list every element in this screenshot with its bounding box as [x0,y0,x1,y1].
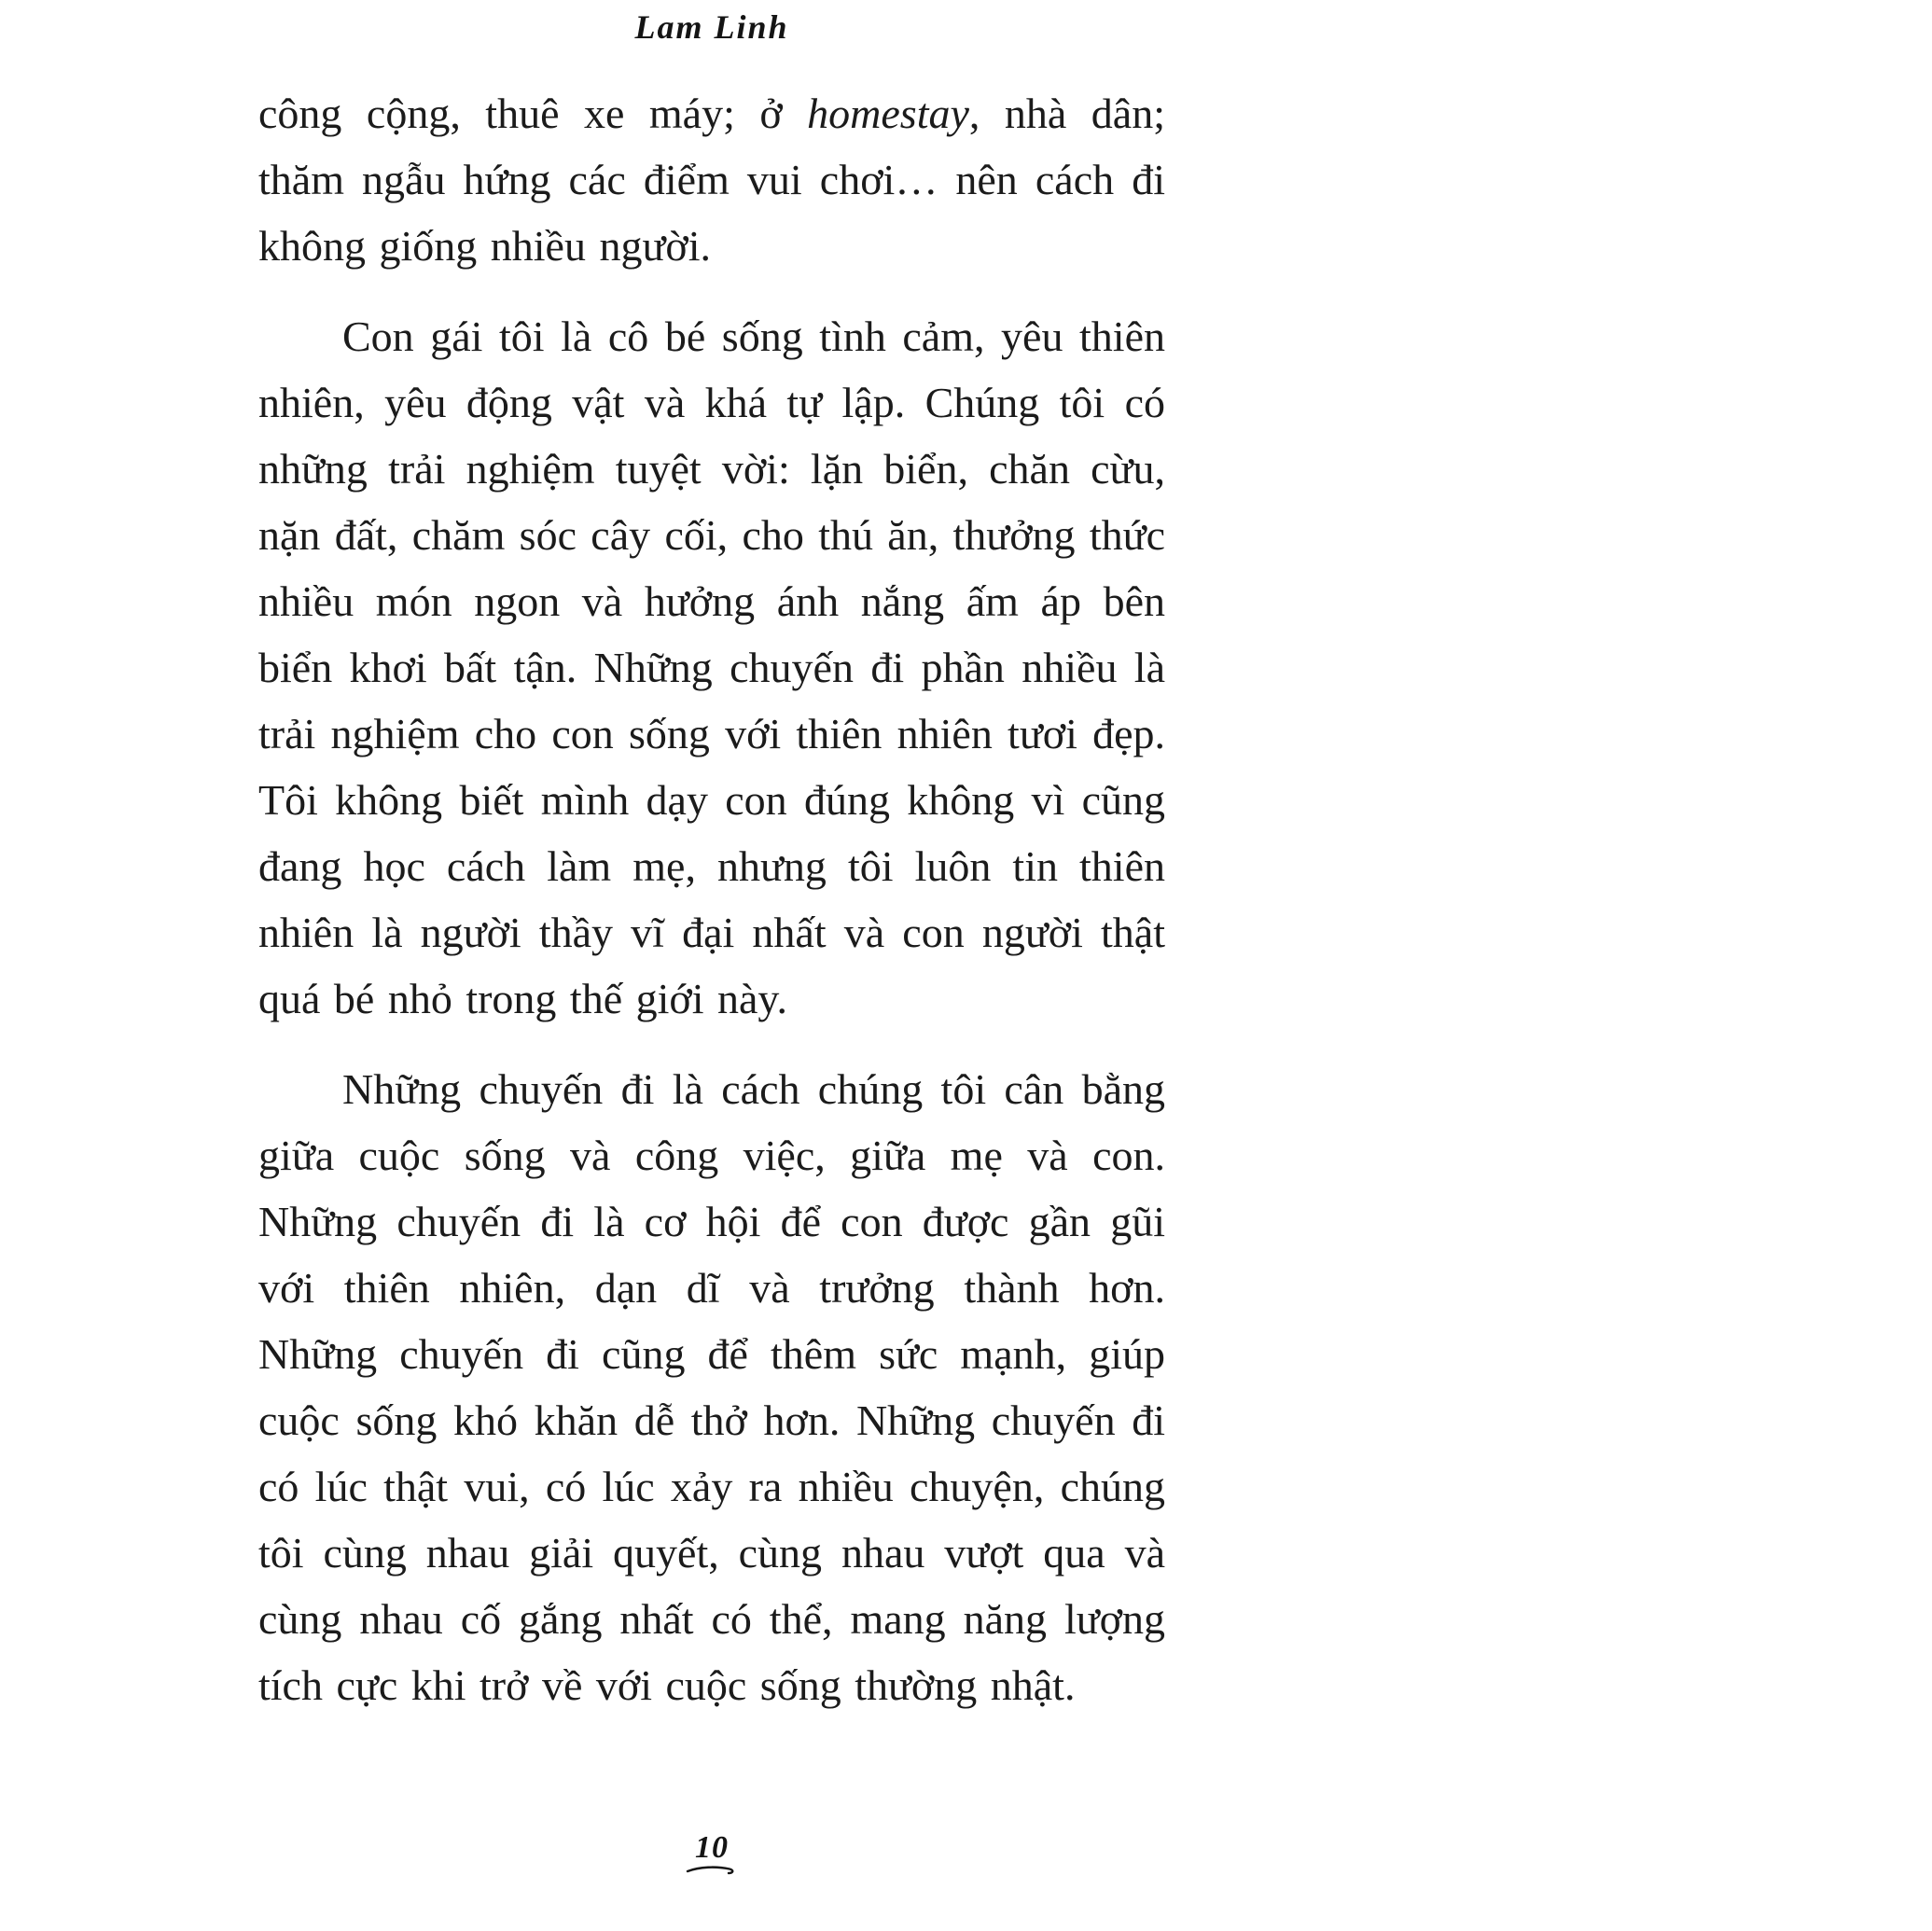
running-header: Lam Linh [634,8,789,46]
text-column [258,80,1165,1743]
page-number: 10 [695,1830,729,1865]
page-footer [258,1830,1165,1875]
paragraph-3: Những chuyến đi là cách chúng tôi cân bằng giữa cuộc sống và công việc, giữa mẹ và con. Những chuyến đi là cơ hội để con được gần gũi với thiên nhiên, dạn dĩ và trưởng thành hơn. Những chuyến đi cũng để thêm sức mạnh, giúp cuộc sống khó khăn dễ thở hơn. Những chuyến đi có lúc thật vui, có lúc xảy ra nhiều chuyện, chúng tôi cùng nhau giải quyết, cùng nhau vượt qua và cùng nhau cố gắng nhất có thể, mang năng lượng tích cực khi trở về với cuộc sống thường nhật. [258,1065,1165,1709]
page-number-wrap [685,1830,739,1875]
paragraph-2: Con gái tôi là cô bé sống tình cảm, yêu thiên nhiên, yêu động vật và khá tự lập. Chúng tôi có những trải nghiệm tuyệt vời: lặn biển, chăn cừu, nặn đất, chăm sóc cây cối, cho thú ăn, thưởng thức nhiều món ngon và hưởng ánh nắng ấm áp bên biển khơi bất tận. Những chuyến đi phần nhiều là trải nghiệm cho con sống với thiên nhiên tươi đẹp. Tôi không biết mình dạy con đúng không vì cũng đang học cách làm mẹ, nhưng tôi luôn tin thiên nhiên là người thầy vĩ đại nhất và con người thật quá bé nhỏ trong thế giới này. [258,313,1165,1022]
italic-word-homestay: homestay [807,90,969,137]
paragraph-1-segment-1: công cộng, thuê xe máy; ở [258,90,808,137]
paragraph-1 [258,80,1165,279]
paragraph-1-segment-3: , nhà dân; thăm ngẫu hứng các điểm vui chơi… nên cách đi không giống nhiều người. [258,90,1165,270]
